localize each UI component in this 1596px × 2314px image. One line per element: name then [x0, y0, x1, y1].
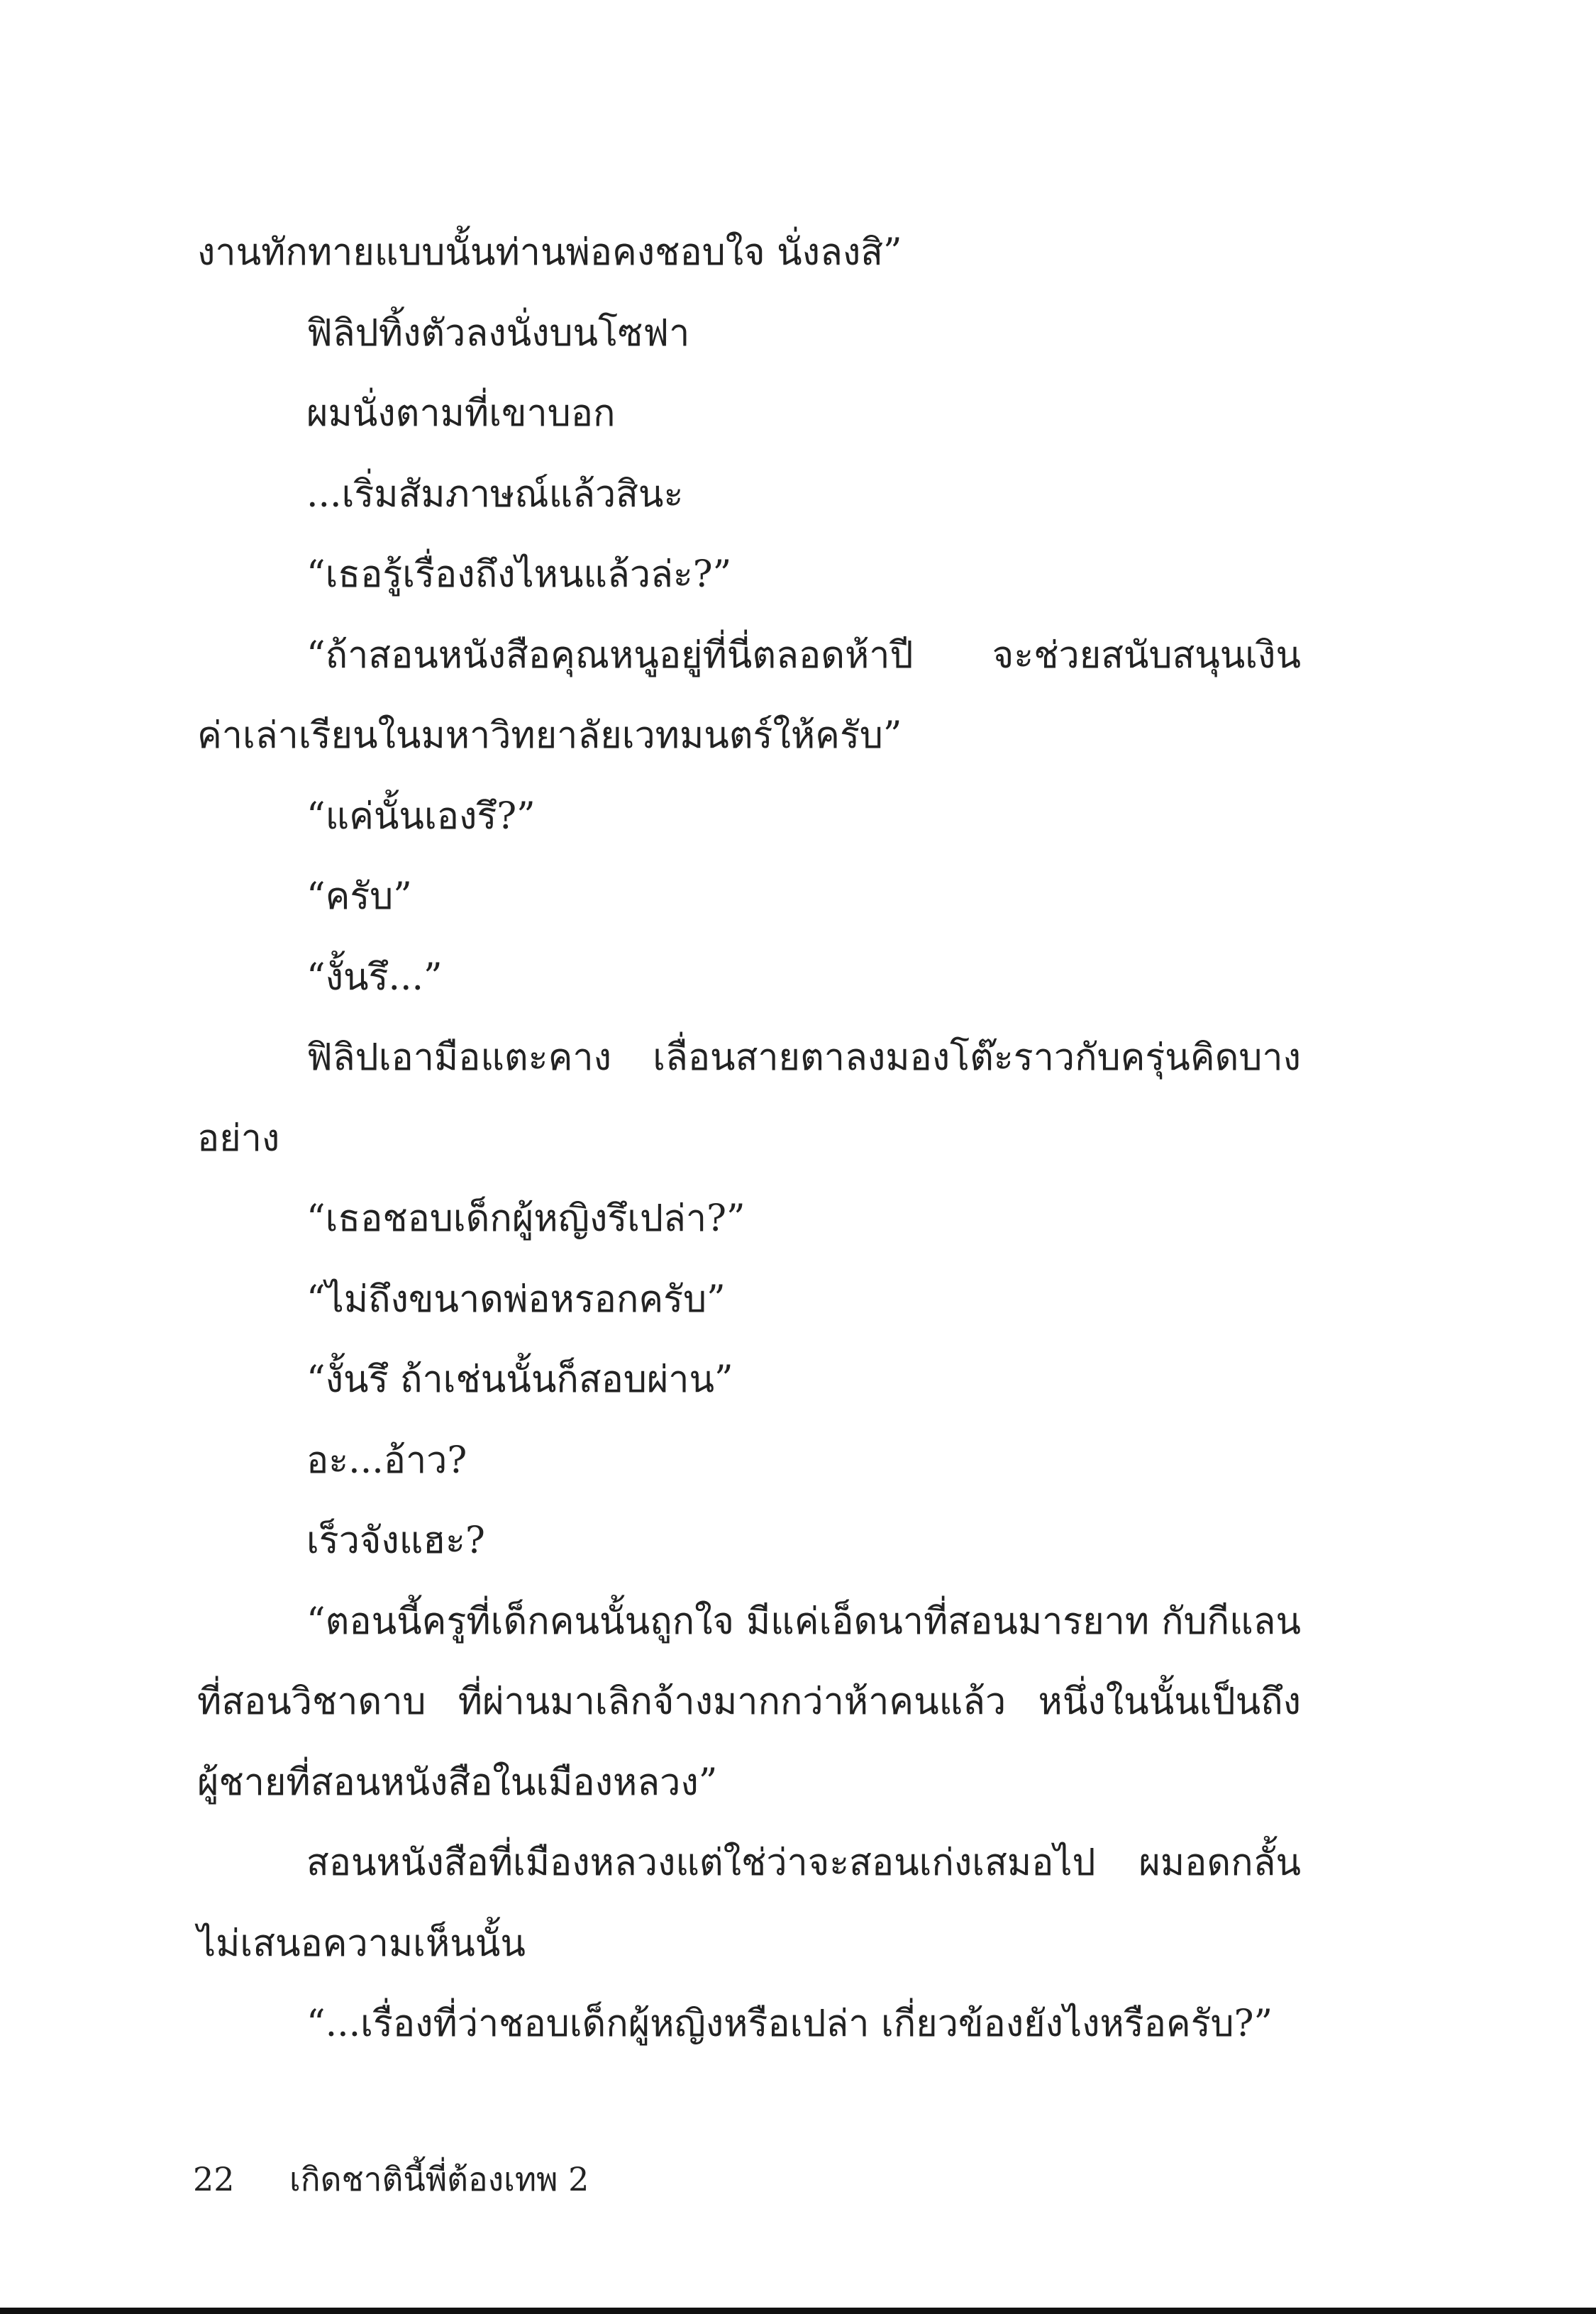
page-footer [193, 2154, 589, 2205]
text-line: ฟิลิปเอามือแตะคาง เลื่อนสายตาลงมองโต๊ะราวกับครุ่นคิดบาง [306, 1036, 1301, 1079]
text-line: “เธอรู้เรื่องถึงไหนแล้วล่ะ?” [306, 553, 732, 596]
text-line: “แค่นั้นเองรึ?” [306, 795, 536, 838]
text-line: “เธอชอบเด็กผู้หญิงรึเปล่า?” [306, 1197, 746, 1240]
text-line: “...เรื่องที่ว่าชอบเด็กผู้หญิงหรือเปล่า เกี่ยวข้องยังไงหรือครับ?” [306, 2003, 1273, 2045]
text-line: งานทักทายแบบนั้นท่านพ่อคงชอบใจ นั่งลงสิ” [197, 231, 902, 274]
body-text [197, 213, 1301, 2065]
text-line: ค่าเล่าเรียนในมหาวิทยาลัยเวทมนตร์ให้ครับ” [197, 714, 902, 757]
text-line: “งั้นรึ ถ้าเช่นนั้นก็สอบผ่าน” [306, 1358, 733, 1401]
text-line: ...เริ่มสัมภาษณ์แล้วสินะ [306, 472, 684, 516]
text-line: ฟิลิปทิ้งตัวลงนั่งบนโซฟา [306, 311, 690, 355]
text-line: อย่าง [197, 1117, 280, 1160]
book-title: เกิดชาตินี้พี่ต้องเทพ 2 [289, 2160, 589, 2198]
text-line: “งั้นรึ...” [306, 956, 443, 999]
text-line: ผู้ชายที่สอนหนังสือในเมืองหลวง” [197, 1761, 718, 1804]
text-line: สอนหนังสือที่เมืองหลวงแต่ใช่ว่าจะสอนเก่งเสมอไป ผมอดกลั้น [306, 1842, 1301, 1884]
text-line: “ตอนนี้ครูที่เด็กคนนั้นถูกใจ มีแค่เอ็ดนาที่สอนมารยาท กับกีแลน [306, 1600, 1301, 1643]
text-line: ผมนั่งตามที่เขาบอก [306, 392, 616, 435]
text-line: “ครับ” [306, 875, 412, 918]
text-line: ไม่เสนอความเห็นนั้น [197, 1922, 526, 1965]
text-line: เร็วจังแฮะ? [306, 1519, 485, 1562]
text-line: “ไม่ถึงขนาดพ่อหรอกครับ” [306, 1278, 726, 1321]
page-number: 22 [193, 2160, 235, 2198]
text-line: อะ...อ้าว? [306, 1439, 467, 1482]
text-line: “ถ้าสอนหนังสือคุณหนูอยู่ที่นี่ตลอดห้าปี จะช่วยสนับสนุนเงิน [306, 633, 1301, 677]
text-line: ที่สอนวิชาดาบ ที่ผ่านมาเลิกจ้างมากกว่าห้าคนแล้ว หนึ่งในนั้นเป็นถึง [197, 1681, 1301, 1723]
bottom-border-line [0, 2308, 1596, 2314]
